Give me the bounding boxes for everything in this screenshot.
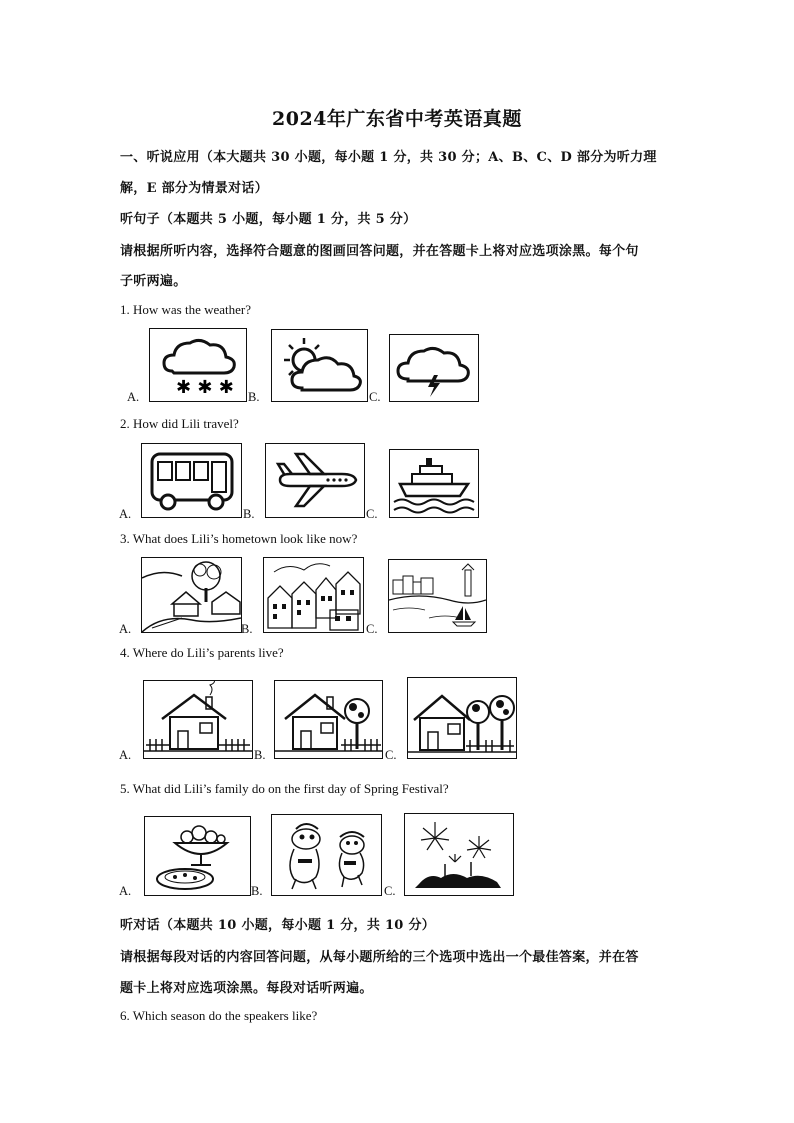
option-label: A. <box>119 507 132 521</box>
option-label: B. <box>243 507 255 521</box>
option-label: C. <box>384 884 396 898</box>
option-label: A. <box>119 622 132 636</box>
coastal-city-image <box>388 559 487 633</box>
option-label: A. <box>119 884 132 898</box>
airplane-image <box>265 443 365 518</box>
thunder-cloud-image <box>389 334 479 402</box>
part-b-instruction-line1: 请根据每段对话的内容回答问题，从每小题所给的三个选项中选出一个最佳答案，并在答 <box>120 950 639 965</box>
question-4: 4. Where do Lili’s parents live? <box>120 645 284 660</box>
question-5: 5. What did Lili’s family do on the first day of Spring Festival? <box>120 781 449 796</box>
house-no-tree-image <box>143 680 253 759</box>
option-label: A. <box>119 748 132 762</box>
question-2: 2. How did Lili travel? <box>120 416 239 431</box>
option-label: B. <box>251 884 263 898</box>
house-two-trees-image <box>407 677 517 759</box>
question-1: 1. How was the weather? <box>120 302 252 317</box>
option-label: B. <box>248 390 260 404</box>
question-6: 6. Which season do the speakers like? <box>120 1008 318 1023</box>
house-one-tree-image <box>274 680 383 759</box>
bus-image <box>141 443 242 518</box>
fireworks-image <box>404 813 514 896</box>
lion-dance-image <box>271 814 382 896</box>
part-a-heading: 听句子（本题共 5 小题，每小题 1 分，共 5 分） <box>120 212 417 227</box>
svg-text:✱ ✱ ✱: ✱ ✱ ✱ <box>176 377 234 398</box>
option-label: B. <box>241 622 253 636</box>
part-b-instruction-line2: 题卡上将对应选项涂黑。每段对话听两遍。 <box>120 981 373 996</box>
part-b-heading: 听对话（本题共 10 小题，每小题 1 分，共 10 分） <box>120 918 436 933</box>
part-a-instruction-line2: 子听两遍。 <box>120 274 187 289</box>
village-image <box>141 557 242 633</box>
part-a-instruction-line1: 请根据所听内容，选择符合题意的图画回答问题，并在答题卡上将对应选项涂黑。每个句 <box>120 244 639 259</box>
section-heading-line1: 一、听说应用（本大题共 30 小题，每小题 1 分，共 30 分；A、B、C、D 部分为听力理 <box>120 150 657 165</box>
option-label: C. <box>366 507 378 521</box>
festive-food-image <box>144 816 251 896</box>
snow-cloud-image <box>149 328 247 402</box>
sun-behind-cloud-image <box>271 329 368 402</box>
option-label: C. <box>369 390 381 404</box>
option-label: B. <box>254 748 266 762</box>
question-3: 3. What does Lili’s hometown look like now? <box>120 531 358 546</box>
option-label: C. <box>366 622 378 636</box>
page-title: 2024年广东省中考英语真题 <box>272 108 522 130</box>
town-buildings-image <box>263 557 364 633</box>
ship-image <box>389 449 479 518</box>
section-heading-line2: 解，E 部分为情景对话） <box>120 181 269 196</box>
option-label: A. <box>127 390 140 404</box>
option-label: C. <box>385 748 397 762</box>
